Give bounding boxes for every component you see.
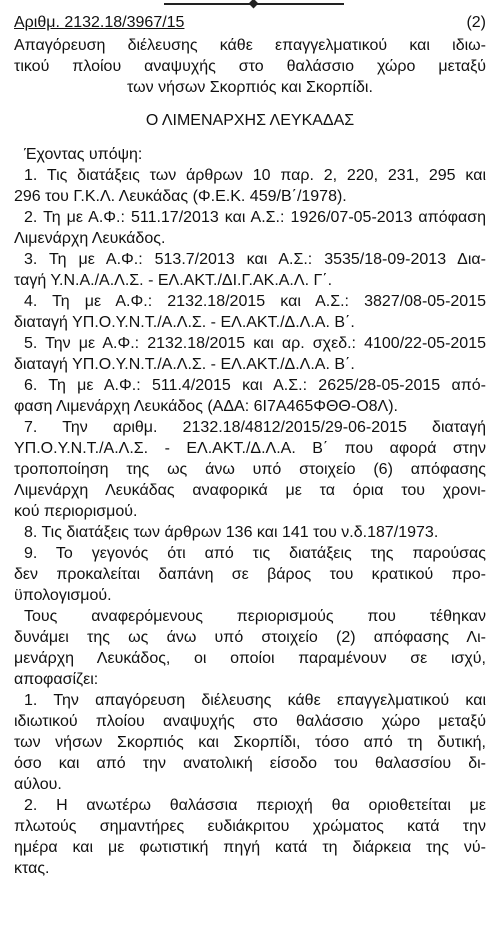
list-item: 8. Τις διατάξεις των άρθρων 136 και 141 του ν.δ.187/1973. <box>24 524 439 541</box>
document-title <box>14 35 486 98</box>
list-item: 3. Τη με Α.Φ.: 513.7/2013 και Α.Σ.: 3535/18-09-2013 Δια- ταγή Υ.Ν.Α./Α.Λ.Σ. - ΕΛ.ΑΚΤ./ΔΙ.Γ.ΑΚ.Α.Λ. Γ΄. <box>14 251 486 289</box>
top-ornament <box>164 0 344 8</box>
decision-paragraph: Τους αναφερόμενους περιορισμούς που τέθηκαν δυνάμει της ως άνω υπό στοιχείο (2) απόφασης Λι- μενάρχη Λευκάδος, οι οποίοι παραμένουν σε ισχύ, αποφασίζει: <box>14 608 486 688</box>
ornament-diamond-icon <box>249 0 259 8</box>
list-item: 9. Το γεγονός ότι από τις διατάξεις της παρούσας δεν προκαλείται δαπάνη σε βάρος του κρατικού προ- ϋπολογισμού. <box>14 545 486 604</box>
item-number: (2) <box>466 14 486 31</box>
list-item: 2. Τη με Α.Φ.: 511.17/2013 και Α.Σ.: 1926/07-05-2013 απόφαση Λιμενάρχη Λευκάδος. <box>14 209 486 247</box>
document-header <box>14 12 486 34</box>
intro-line: Έχοντας υπόψη: <box>24 146 143 163</box>
title-line: τικού πλοίου αναψυχής στο θαλάσσιο χώρο μεταξύ <box>14 58 486 75</box>
list-item: 7. Την αριθμ. 2132.18/4812/2015/29-06-2015 διαταγή ΥΠ.Ο.Υ.Ν.Τ./Α.Λ.Σ. - ΕΛ.ΑΚΤ./Δ.Λ.Α. Β΄ που αφορά στην τροποποίηση της ως άνω υπό στοιχείο (6) απόφασης Λιμενάρχη Λευκάδας αναφορικά με τα όρια του χρονι- κού περιορισμού. <box>14 419 486 520</box>
title-line: Απαγόρευση διέλευσης κάθε επαγγελματικού και ιδιω- <box>14 37 486 54</box>
list-item: 4. Τη με Α.Φ.: 2132.18/2015 και Α.Σ.: 3827/08-05-2015 διαταγή ΥΠ.Ο.Υ.Ν.Τ./Α.Λ.Σ. - ΕΛ.ΑΚΤ./Δ.Λ.Α. Β΄. <box>14 293 486 331</box>
decision-item: 2. Η ανωτέρω θαλάσσια περιοχή θα οριοθετείται με πλωτούς σημαντήρες ευδιάκριτου χρώματος κατά την ημέρα και με φωτιστική πηγή κατά τη διάρκεια της νύ- κτας. <box>14 797 486 877</box>
issuing-authority: Ο ΛΙΜΕΝΑΡΧΗΣ ΛΕΥΚΑΔΑΣ <box>145 112 355 129</box>
title-line: των νήσων Σκορπιός και Σκορπίδι. <box>127 79 373 96</box>
list-item: 5. Την με Α.Φ.: 2132.18/2015 και αρ. σχεδ.: 4100/22-05-2015 διαταγή ΥΠ.Ο.Υ.Ν.Τ./Α.Λ.Σ. - ΕΛ.ΑΚΤ./Δ.Λ.Α. Β΄. <box>14 335 486 373</box>
list-item: 6. Τη με Α.Φ.: 511.4/2015 και Α.Σ.: 2625/28-05-2015 από- φαση Λιμενάρχη Λευκάδος (ΑΔΑ: 6Ι7Α465ΦΘΘ-Ο8Λ). <box>14 377 486 415</box>
decision-item: 1. Την απαγόρευση διέλευσης κάθε επαγγελματικού και ιδιωτικού πλοίου αναψυχής στο θαλάσσιο χώρο μεταξύ των νήσων Σκορπιός και Σκορπίδι, τόσο από τη δυτική, όσο και από την ανατολική είσοδο του θαλασσίου δι- αύλου. <box>14 692 486 793</box>
list-item: 1. Τις διατάξεις των άρθρων 10 παρ. 2, 220, 231, 295 και 296 του Γ.Κ.Λ. Λευκάδας (Φ.Ε.Κ. 459/Β΄/1978). <box>14 167 486 205</box>
reference-number: Αριθμ. 2132.18/3967/15 <box>14 14 185 31</box>
document-body <box>14 144 486 879</box>
